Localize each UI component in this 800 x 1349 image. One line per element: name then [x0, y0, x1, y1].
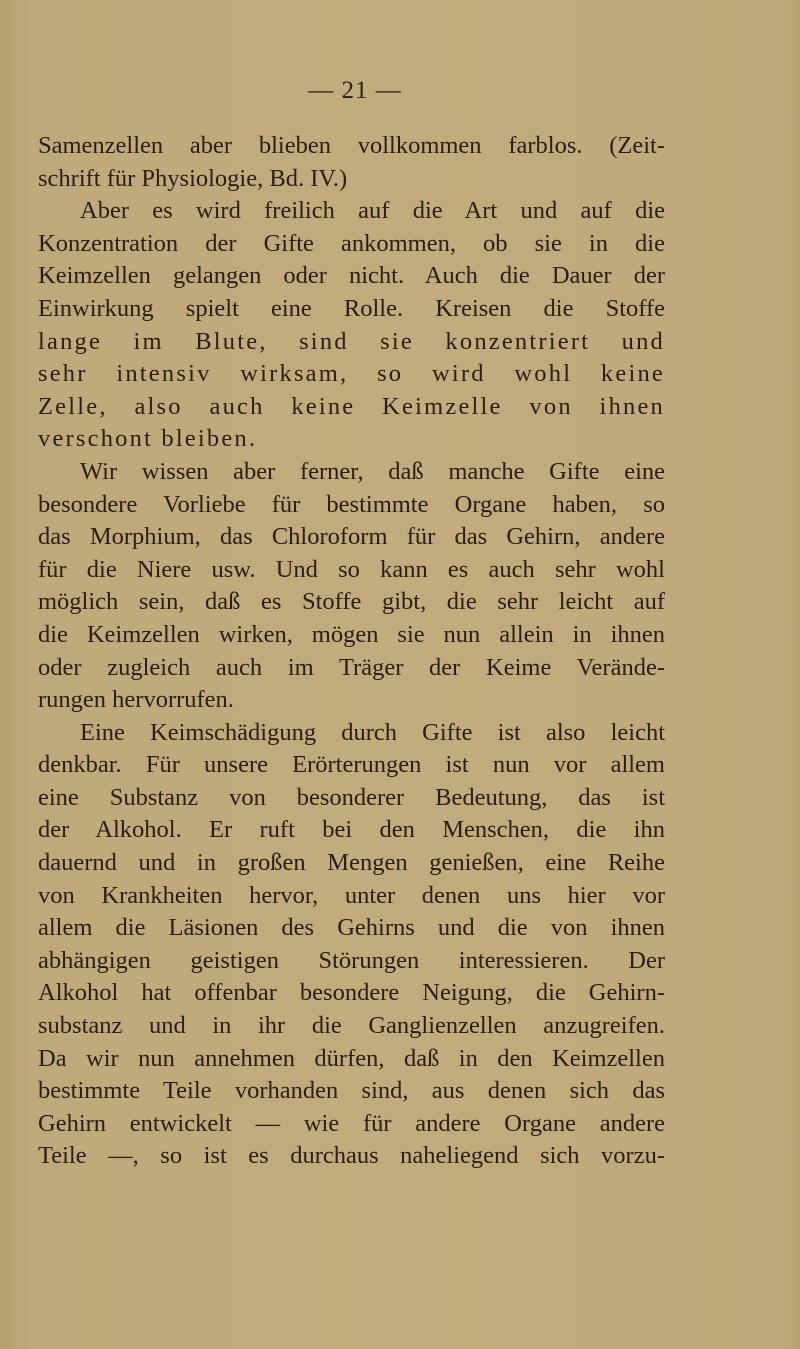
- text-line: oder zugleich auch im Träger der Keime Verände-: [38, 653, 665, 681]
- body-text: [38, 130, 665, 1173]
- text-line: Teile —, so ist es durchaus naheliegend sich vorzu-: [38, 1142, 665, 1170]
- text-line: besondere Vorliebe für bestimmte Organe haben, so: [38, 490, 665, 518]
- paragraph-start-line: Aber es wird freilich auf die Art und auf die: [80, 197, 665, 225]
- text-line: abhängigen geistigen Störungen interessieren. Der: [38, 946, 665, 974]
- emphasized-text-line: lange im Blute, sind sie konzentriert und: [38, 327, 665, 355]
- text-line: eine Substanz von besonderer Bedeutung, das ist: [38, 783, 665, 811]
- text-line: Konzentration der Gifte ankommen, ob sie in die: [38, 229, 665, 257]
- text-line: Alkohol hat offenbar besondere Neigung, die Gehirn-: [38, 979, 665, 1007]
- text-line: substanz und in ihr die Ganglienzellen anzugreifen.: [38, 1012, 665, 1040]
- text-line: Gehirn entwickelt — wie für andere Organe andere: [38, 1109, 665, 1137]
- emphasized-text-line: Zelle, also auch keine Keimzelle von ihnen: [38, 392, 665, 420]
- text-line: die Keimzellen wirken, mögen sie nun allein in ihnen: [38, 620, 665, 648]
- text-line: Einwirkung spielt eine Rolle. Kreisen die Stoffe: [38, 294, 665, 322]
- text-line: das Morphium, das Chloroform für das Gehirn, andere: [38, 523, 665, 551]
- text-line: schrift für Physiologie, Bd. IV.): [38, 164, 348, 192]
- paragraph-start-line: Eine Keimschädigung durch Gifte ist also leicht: [80, 718, 665, 746]
- emphasized-text-line: sehr intensiv wirksam, so wird wohl keine: [38, 360, 665, 388]
- text-line: möglich sein, daß es Stoffe gibt, die sehr leicht auf: [38, 588, 665, 616]
- text-line: dauernd und in großen Mengen genießen, eine Reihe: [38, 849, 665, 877]
- paragraph-start-line: Wir wissen aber ferner, daß manche Gifte eine: [80, 457, 665, 485]
- text-line: rungen hervorrufen.: [38, 686, 234, 714]
- text-line: für die Niere usw. Und so kann es auch sehr wohl: [38, 555, 665, 583]
- text-line: bestimmte Teile vorhanden sind, aus denen sich das: [38, 1077, 665, 1105]
- text-line: Samenzellen aber blieben vollkommen farblos. (Zeit-: [38, 132, 665, 159]
- emphasized-text-line: verschont bleiben.: [38, 425, 258, 453]
- text-line: denkbar. Für unsere Erörterungen ist nun vor allem: [38, 751, 665, 779]
- text-line: Keimzellen gelangen oder nicht. Auch die Dauer der: [38, 262, 665, 290]
- text-line: Da wir nun annehmen dürfen, daß in den Keimzellen: [38, 1044, 665, 1072]
- page-number: — 21 —: [308, 77, 402, 104]
- text-line: der Alkohol. Er ruft bei den Menschen, die ihn: [38, 816, 665, 844]
- text-line: allem die Läsionen des Gehirns und die von ihnen: [38, 914, 665, 942]
- text-line: von Krankheiten hervor, unter denen uns hier vor: [38, 881, 665, 909]
